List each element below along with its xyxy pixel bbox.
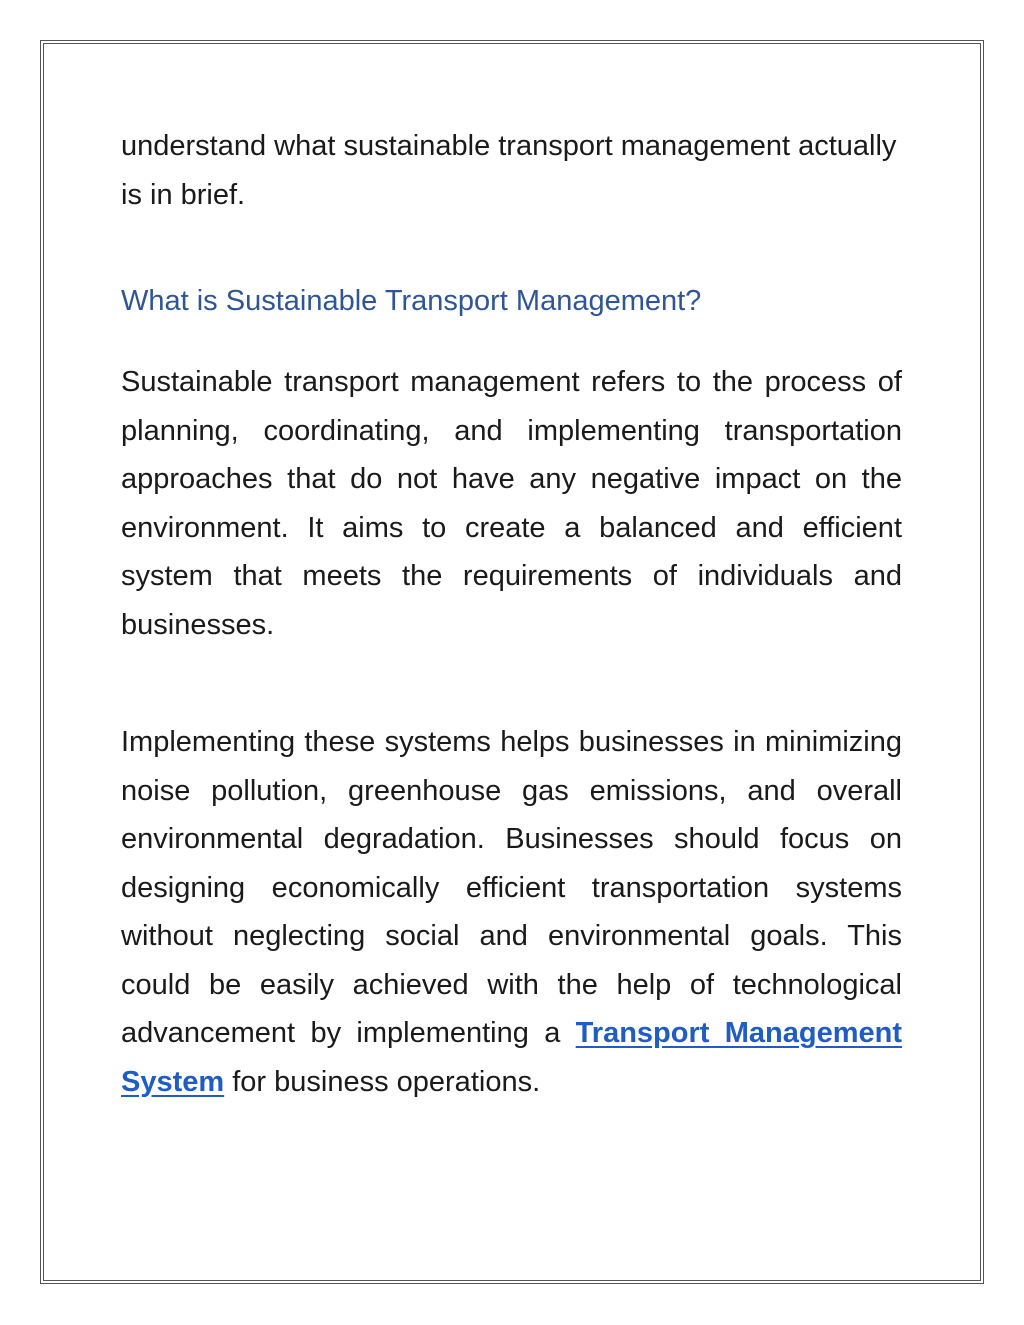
benefits-paragraph	[121, 718, 902, 1106]
intro-paragraph: understand what sustainable transport management actually is in brief.	[121, 130, 897, 211]
definition-paragraph: Sustainable transport management refers to the process of planning, coordinating, and implementing transportation approaches that do not have any negative impact on the environment. It aims to create a balanced and efficient system that meets the requirements of individuals and businesses.	[121, 366, 902, 641]
benefits-text: Implementing these systems helps businesses in minimizing noise pollution, greenhouse gas emissions, and overall environmental degradation. Businesses should focus on designing economically efficient transportation systems without neglecting social and environmental goals. This could be easily achieved with the help of technological advancement by implementing a	[121, 726, 902, 1049]
benefits-text-end: for business operations.	[224, 1065, 541, 1098]
section-heading: What is Sustainable Transport Management?	[121, 285, 702, 317]
transport-management-system-link[interactable]: Transport Management System	[121, 1017, 903, 1098]
document-body	[121, 122, 902, 1106]
